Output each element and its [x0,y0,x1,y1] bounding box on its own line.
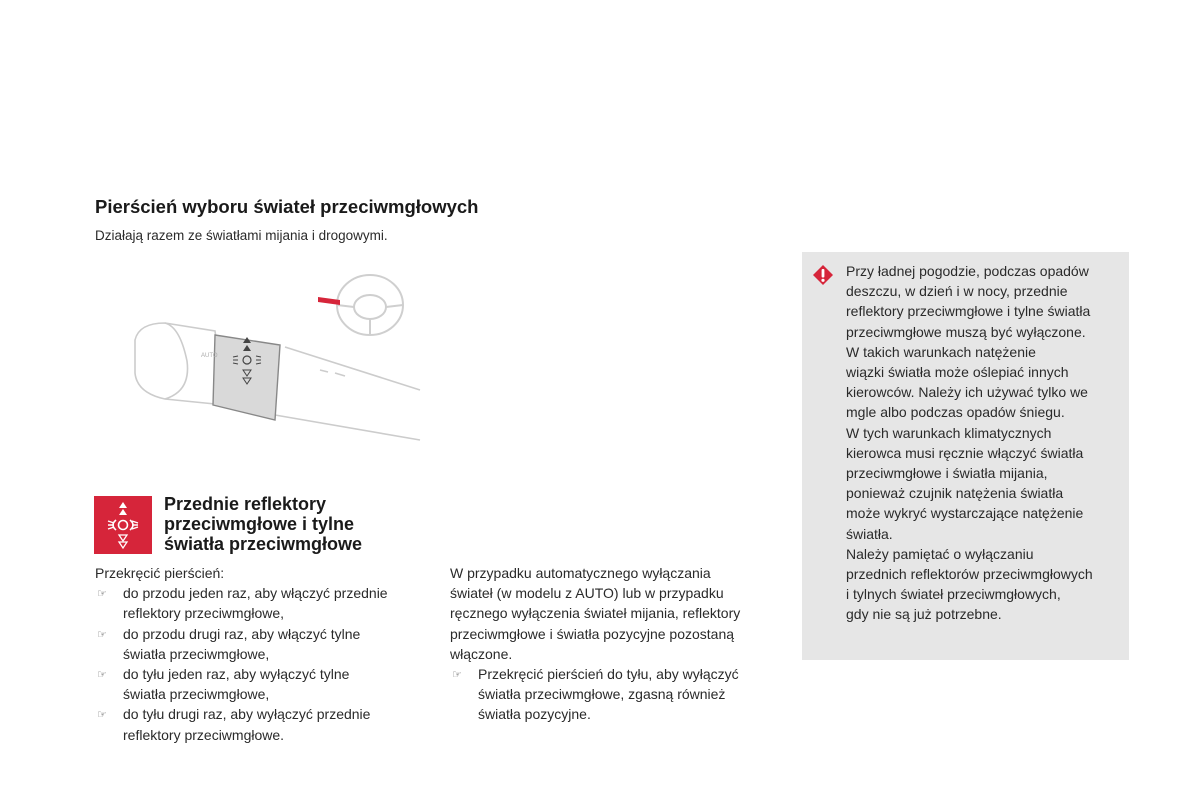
pointing-hand-icon: ☞ [97,588,107,601]
step-text: do przodu drugi raz, aby włączyć tylne [123,625,361,642]
section-title: Pierścień wyboru świateł przeciwmgłowych [95,196,479,217]
section-intro: Działają razem ze światłami mijania i drogowymi. [95,228,388,243]
warning-panel [802,252,1129,660]
step-text: Przekręcić pierścień do tyłu, aby wyłączyć [478,666,739,683]
auto-text-line: włączone. [450,645,513,662]
lighting-stalk-illustration [125,265,425,445]
list-item [95,664,430,704]
step-text: reflektory przeciwmgłowe, [123,605,285,622]
auto-steps-list [450,664,785,725]
fog-heading [164,494,362,554]
fog-heading-line: światła przeciwmgłowe [164,534,363,554]
fog-lights-icon-glyph [94,496,152,554]
step-text: światła przeciwmgłowe, [123,686,270,703]
step-text: światła pozycyjne. [478,706,591,723]
auto-text-line: W przypadku automatycznego wyłączania [450,565,711,581]
warning-text: Przy ładnej pogodzie, podczas opadów deszczu, w dzień i w nocy, przednie reflektory przeciwmgłowe i tylne światła przeciwmgłowe muszą być wyłączone. W takich warunkach natężenie wiązki światła może oślepiać innych kierowców. Należy ich używać tylko we mgle albo podczas opadów śniegu. W tych warunkach klimatycznych kierowca musi ręcznie włączyć światła przeciwmgłowe i światła mijania, ponieważ czujnik natężenia światła może wykryć wystarczające natężenie światła. Należy pamiętać o wyłączaniu przednich reflektorów przeciwmgłowych i tylnych świateł przeciwmgłowych, gdy nie są już potrzebne. [846,263,1093,623]
step-text: do przodu jeden raz, aby włączyć przednie [123,585,388,602]
fog-heading-line: przeciwmgłowe i tylne [164,514,355,534]
fog-lead: Przekręcić pierścień: [95,565,225,581]
lighting-stalk-drawing [125,265,425,445]
step-text: światła przeciwmgłowe, zgasną również [478,686,726,703]
pointing-hand-icon: ☞ [97,709,107,722]
auto-text-line: świateł (w modelu z AUTO) lub w przypadku [450,585,724,602]
auto-text-line: przeciwmgłowe i światła pozycyjne pozostaną [450,625,735,642]
step-text: do tyłu jeden raz, aby wyłączyć tylne [123,666,350,683]
list-item [95,583,430,623]
list-item [95,624,430,664]
steering-wheel-icon [337,275,403,335]
list-item [95,704,430,744]
pointing-hand-icon: ☞ [97,628,107,641]
warning-exclamation-icon [812,264,834,286]
pointing-hand-icon: ☞ [452,669,462,682]
list-item [450,664,785,725]
fog-heading-line: Przednie reflektory [164,494,327,514]
fog-steps-list [95,583,430,745]
fog-instructions [95,563,430,745]
auto-instructions [450,563,785,725]
step-text: do tyłu drugi raz, aby wyłączyć przednie [123,706,371,723]
fog-lights-icon [94,496,152,554]
auto-text-line: ręcznego wyłączenia świateł mijania, reflektory [450,605,741,622]
stalk-indicator [318,297,340,305]
pointing-hand-icon: ☞ [97,669,107,682]
step-text: światła przeciwmgłowe, [123,645,270,662]
auto-label: AUTO [201,353,218,359]
step-text: reflektory przeciwmgłowe. [123,726,285,743]
